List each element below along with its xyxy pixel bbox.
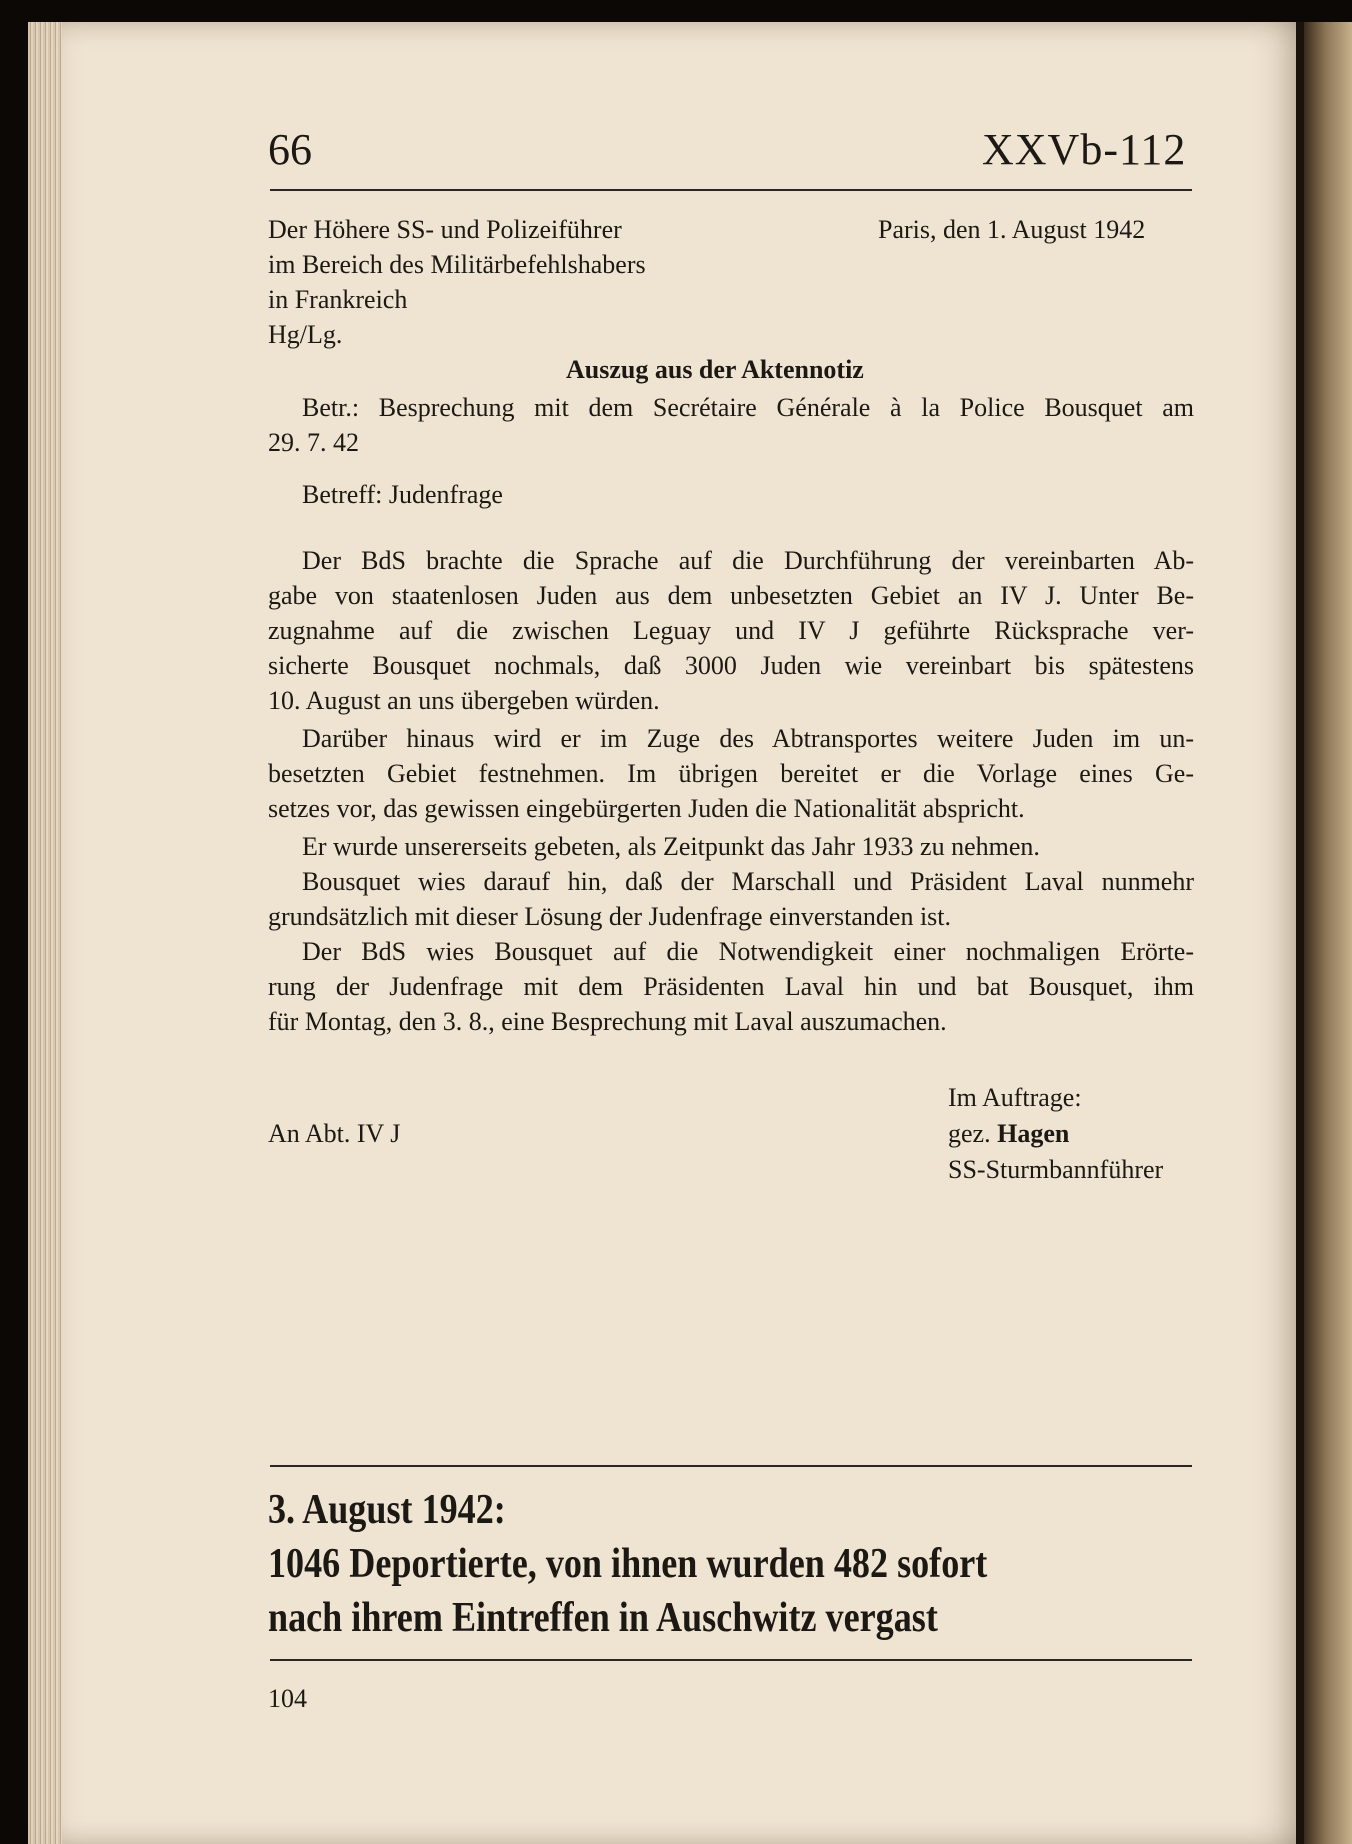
recipient: An Abt. IV J xyxy=(268,1119,401,1148)
document-title: Auszug aus der Aktennotiz xyxy=(566,355,864,384)
body-line: grundsätzlich mit dieser Lösung der Judenfrage einverstanden ist. xyxy=(268,902,952,931)
subject-line: 29. 7. 42 xyxy=(268,428,359,457)
section-rule-top xyxy=(270,1465,1192,1467)
section-headline: 1046 Deportierte, von ihnen wurden 482 sofort xyxy=(268,1541,988,1587)
header-rule xyxy=(270,189,1192,191)
body-line: Der BdS brachte die Sprache auf die Durchführung der vereinbarten Ab- xyxy=(302,546,1194,575)
body-line: setzes vor, das gewissen eingebürgerten Juden die Nationalität abspricht. xyxy=(268,794,1025,823)
section-rule-bottom xyxy=(270,1659,1192,1661)
place-date: Paris, den 1. August 1942 xyxy=(878,215,1146,244)
subject-line: Betr.: Besprechung mit dem Secrétaire Générale à la Police Bousquet am xyxy=(302,393,1194,422)
section-date: 3. August 1942: xyxy=(268,1487,506,1533)
sender-line: in Frankreich xyxy=(268,285,408,314)
body-line: rung der Judenfrage mit dem Präsidenten Laval hin und bat Bousquet, ihm xyxy=(268,972,1194,1001)
document-reference: XXVb-112 xyxy=(982,125,1187,174)
body-line: Er wurde unsererseits gebeten, als Zeitpunkt das Jahr 1933 zu nehmen. xyxy=(302,832,1040,861)
book-page-number: 104 xyxy=(268,1684,307,1713)
subject-topic: Betreff: Judenfrage xyxy=(302,480,503,509)
signature-line: Im Auftrage: xyxy=(948,1083,1082,1112)
signature-name-line xyxy=(948,1116,1069,1151)
book-spine xyxy=(1304,22,1352,1844)
page-gutter xyxy=(1296,22,1304,1844)
body-line: Bousquet wies darauf hin, daß der Marschall und Präsident Laval nunmehr xyxy=(302,867,1194,896)
section-headline: nach ihrem Eintreffen in Auschwitz vergast xyxy=(268,1595,938,1641)
body-line: Der BdS wies Bousquet auf die Notwendigkeit einer nochmaligen Erörte- xyxy=(302,937,1194,966)
sender-line: Der Höhere SS- und Polizeiführer xyxy=(268,215,622,244)
body-line: zugnahme auf die zwischen Leguay und IV J geführte Rücksprache ver- xyxy=(268,616,1194,645)
body-line: gabe von staatenlosen Juden aus dem unbesetzten Gebiet an IV J. Unter Be- xyxy=(268,581,1194,610)
body-line: sicherte Bousquet nochmals, daß 3000 Juden wie vereinbart bis spätestens xyxy=(268,651,1194,680)
page-number-original: 66 xyxy=(268,125,312,174)
body-line: 10. August an uns übergeben würden. xyxy=(268,686,660,715)
signature-rank: SS-Sturmbannführer xyxy=(948,1155,1164,1184)
sender-reference: Hg/Lg. xyxy=(268,320,343,349)
body-line: für Montag, den 3. 8., eine Besprechung mit Laval auszumachen. xyxy=(268,1007,947,1036)
body-line: Darüber hinaus wird er im Zuge des Abtransportes weitere Juden im un- xyxy=(302,724,1194,753)
signature-name: Hagen xyxy=(997,1119,1070,1148)
signature-gez: gez. xyxy=(948,1119,991,1148)
sender-line: im Bereich des Militärbefehlshabers xyxy=(268,250,646,279)
page-stack-edge xyxy=(28,22,62,1844)
body-line: besetzten Gebiet festnehmen. Im übrigen bereitet er die Vorlage eines Ge- xyxy=(268,759,1194,788)
